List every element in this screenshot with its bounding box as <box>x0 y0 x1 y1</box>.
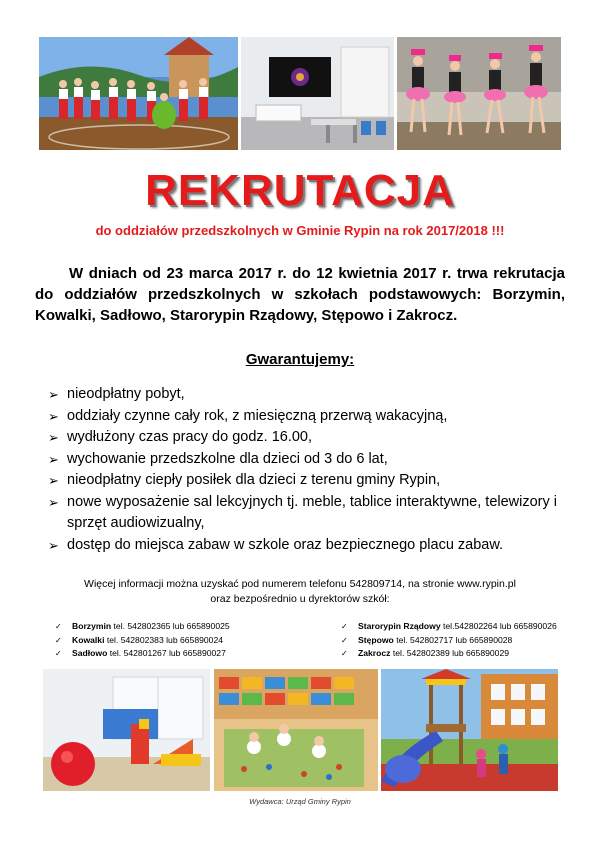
checkmark-icon: ✓ <box>55 622 62 631</box>
checkmark-icon: ✓ <box>341 635 348 645</box>
arrow-bullet-icon: ➢ <box>48 430 59 445</box>
list-item: ➢ nowe wyposażenie sal lekcyjnych tj. meble, tablice interaktywne, telewizory i sprzęt audiowizualny, <box>48 493 557 531</box>
list-item: ➢ nieodpłatny pobyt, <box>48 384 568 406</box>
photo-playroom-gym-ball <box>43 669 210 791</box>
intro-paragraph: W dniach od 23 marca 2017 r. do 12 kwietnia 2017 r. trwa rekrutacja do oddziałów przedszkolnych w szkołach podstawowych: Borzymin, Kowalki, Sadłowo, Starorypin Rządowy, Stępowo i Zakrocz. <box>35 265 565 324</box>
school-contact-row: ✓ Starorypin Rządowy tel.542802264 lub 665890026 <box>341 620 557 634</box>
arrow-bullet-icon: ➢ <box>48 494 59 510</box>
arrow-bullet-icon: ➢ <box>48 387 59 402</box>
arrow-bullet-icon: ➢ <box>48 473 59 488</box>
photo-classroom-interactive-board <box>241 37 394 150</box>
more-info-line: oraz bezpośrednio u dyrektorów szkół: <box>210 593 390 605</box>
checkmark-icon: ✓ <box>341 649 348 658</box>
checkmark-icon: ✓ <box>55 649 62 658</box>
photo-children-dance-show <box>39 37 238 150</box>
list-item: ➢ dostęp do miejsca zabaw w szkole oraz bezpiecznego placu zabaw. <box>48 535 568 557</box>
arrow-bullet-icon: ➢ <box>48 408 59 424</box>
more-info-line: Więcej informacji można uzyskać pod numerem telefonu 542809714, na stronie www.rypin.pl <box>84 578 516 590</box>
school-contacts-right <box>341 620 557 661</box>
arrow-bullet-icon: ➢ <box>48 451 59 467</box>
school-contacts-left <box>55 620 230 661</box>
guarantees-list <box>48 384 568 556</box>
checkmark-icon: ✓ <box>341 622 348 631</box>
photo-girls-dance-pink-hats <box>397 37 561 150</box>
checkmark-icon: ✓ <box>55 635 62 645</box>
school-contact-row: ✓ Borzymin tel. 542802365 lub 665890025 <box>55 620 230 634</box>
more-info <box>0 577 600 607</box>
photo-children-playing-floor <box>214 669 378 791</box>
list-item: ➢ wychowanie przedszkolne dla dzieci od 3 do 6 lat, <box>48 449 568 471</box>
school-contact-row: ✓ Kowalki tel. 542802383 lub 665890024 <box>55 634 230 648</box>
poster-title: REKRUTACJA <box>145 166 455 215</box>
list-item: ➢ wydłużony czas pracy do godz. 16.00, <box>48 427 568 449</box>
list-item: ➢ nieodpłatny ciepły posiłek dla dzieci z terenu gminy Rypin, <box>48 470 568 492</box>
list-item: ➢ oddziały czynne cały rok, z miesięczną przerwą wakacyjną, <box>48 406 568 428</box>
publisher-credit: Wydawca: Urząd Gminy Rypin <box>249 797 351 806</box>
guarantees-heading: Gwarantujemy: <box>245 351 355 368</box>
school-contact-row: ✓ Sadłowo tel. 542801267 lub 665890027 <box>55 647 230 661</box>
school-contact-row: ✓ Zakrocz tel. 542802389 lub 665890029 <box>341 647 557 661</box>
school-contact-row: ✓ Stępowo tel. 542802717 lub 665890028 <box>341 634 557 648</box>
arrow-bullet-icon: ➢ <box>48 537 59 553</box>
poster-subtitle: do oddziałów przedszkolnych w Gminie Rypin na rok 2017/2018 !!! <box>95 223 505 238</box>
photo-outdoor-playground-slide <box>381 669 558 791</box>
